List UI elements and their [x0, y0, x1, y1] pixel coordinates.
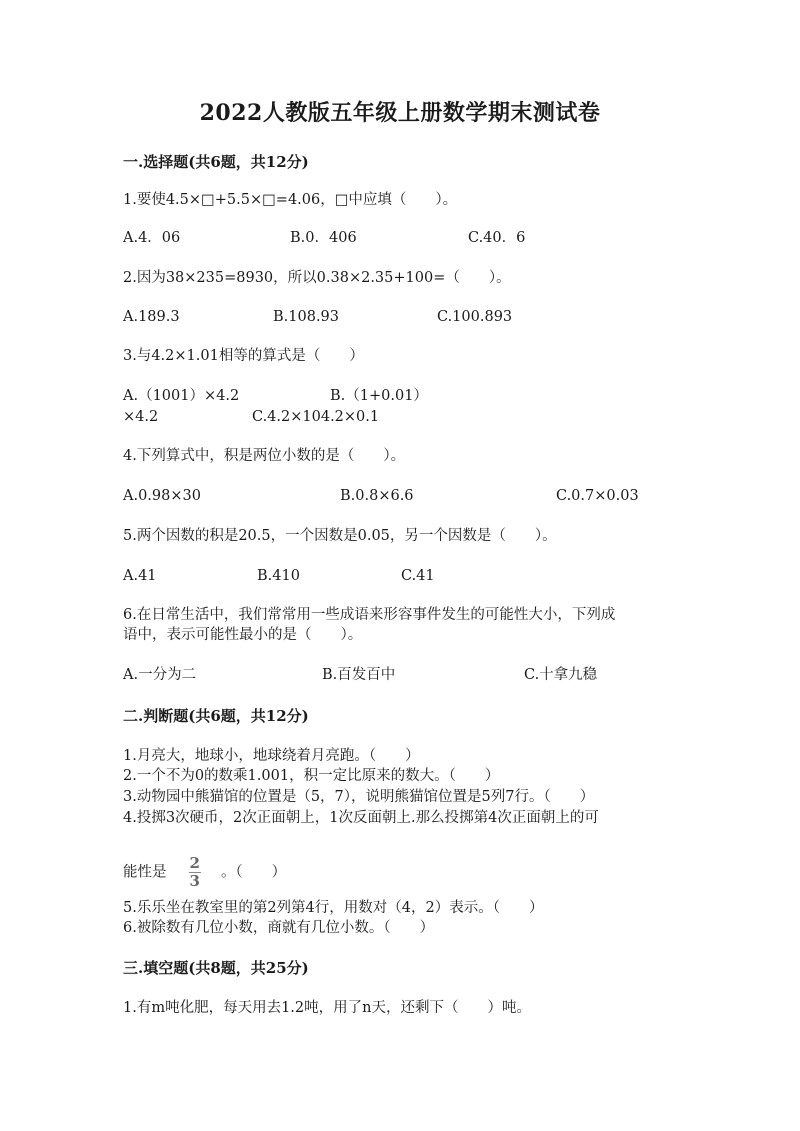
question-2-1: 1.月亮大，地球小，地球绕着月亮跑。（ ） [123, 748, 420, 764]
q1-1-option-a: A.4．06 [123, 230, 181, 246]
q1-5-option-b: B.410 [257, 568, 300, 584]
q2-4-suffix: 。（ ） [220, 864, 287, 881]
q1-6-option-b: B.百发百中 [322, 667, 396, 683]
question-1-6-line2: 语中，表示可能性最小的是（ ）。 [123, 627, 363, 643]
q1-4-option-c: C.0.7×0.03 [556, 488, 639, 504]
fraction-numerator: 2 [189, 854, 200, 872]
section-heading-judgement: 二.判断题(共6题，共12分) [123, 707, 309, 725]
question-1-4: 4.下列算式中，积是两位小数的是（ ）。 [123, 448, 406, 464]
fraction-denominator: 3 [189, 872, 200, 890]
q1-6-option-c: C.十拿九稳 [524, 667, 598, 683]
q1-1-option-c: C.40．6 [468, 230, 526, 246]
q1-1-option-b: B.0．406 [290, 230, 357, 246]
q2-4-prefix: 能性是 [123, 864, 167, 881]
question-1-2: 2.因为38×235=8930，所以0.38×2.35+100=（ ）。 [123, 270, 511, 286]
question-2-2: 2.一个不为0的数乘1.001，积一定比原来的数大。（ ） [123, 768, 500, 784]
question-2-6: 6.被除数有几位小数，商就有几位小数。（ ） [123, 920, 435, 936]
q1-5-option-c: C.41 [401, 568, 435, 584]
question-2-5: 5.乐乐坐在教室里的第2列第4行，用数对（4，2）表示。（ ） [123, 900, 544, 916]
question-3-1: 1.有m吨化肥，每天用去1.2吨，用了n天，还剩下（ ）吨。 [123, 1000, 531, 1016]
q1-3-option-b-continued: ×4.2 [123, 409, 159, 425]
q1-2-option-a: A.189.3 [123, 309, 180, 325]
question-2-3: 3.动物园中熊猫馆的位置是（5，7），说明熊猫馆位置是5列7行。（ ） [123, 789, 595, 805]
fraction-two-thirds [189, 856, 201, 889]
question-1-3: 3.与4.2×1.01相等的算式是（ ） [123, 348, 364, 364]
question-1-5: 5.两个因数的积是20.5，一个因数是0.05，另一个因数是（ ）。 [123, 528, 557, 544]
q1-3-option-b: B.（1+0.01） [330, 388, 428, 404]
q1-6-option-a: A.一分为二 [123, 667, 197, 683]
q1-4-option-b: B.0.8×6.6 [340, 488, 414, 504]
section-heading-fill-in: 三.填空题(共8题，共25分) [123, 959, 309, 977]
q1-3-option-a: A.（1001）×4.2 [123, 388, 240, 404]
question-2-4-line1: 4.投掷3次硬币，2次正面朝上，1次反面朝上.那么投掷第4次正面朝上的可 [123, 810, 599, 826]
q1-2-option-b: B.108.93 [273, 309, 340, 325]
page-title: 2022人教版五年级上册数学期末测试卷 [199, 100, 601, 126]
question-1-1: 1.要使4.5×□+5.5×□=4.06，□中应填（ ）。 [123, 192, 458, 208]
q1-2-option-c: C.100.893 [437, 309, 513, 325]
q1-4-option-a: A.0.98×30 [123, 488, 201, 504]
question-2-4-line2 [123, 856, 286, 889]
q1-5-option-a: A.41 [123, 568, 157, 584]
q1-3-option-c: C.4.2×104.2×0.1 [252, 409, 380, 425]
section-heading-choice: 一.选择题(共6题，共12分) [123, 153, 309, 171]
question-1-6-line1: 6.在日常生活中，我们常常用一些成语来形容事件发生的可能性大小，下列成 [123, 607, 616, 623]
